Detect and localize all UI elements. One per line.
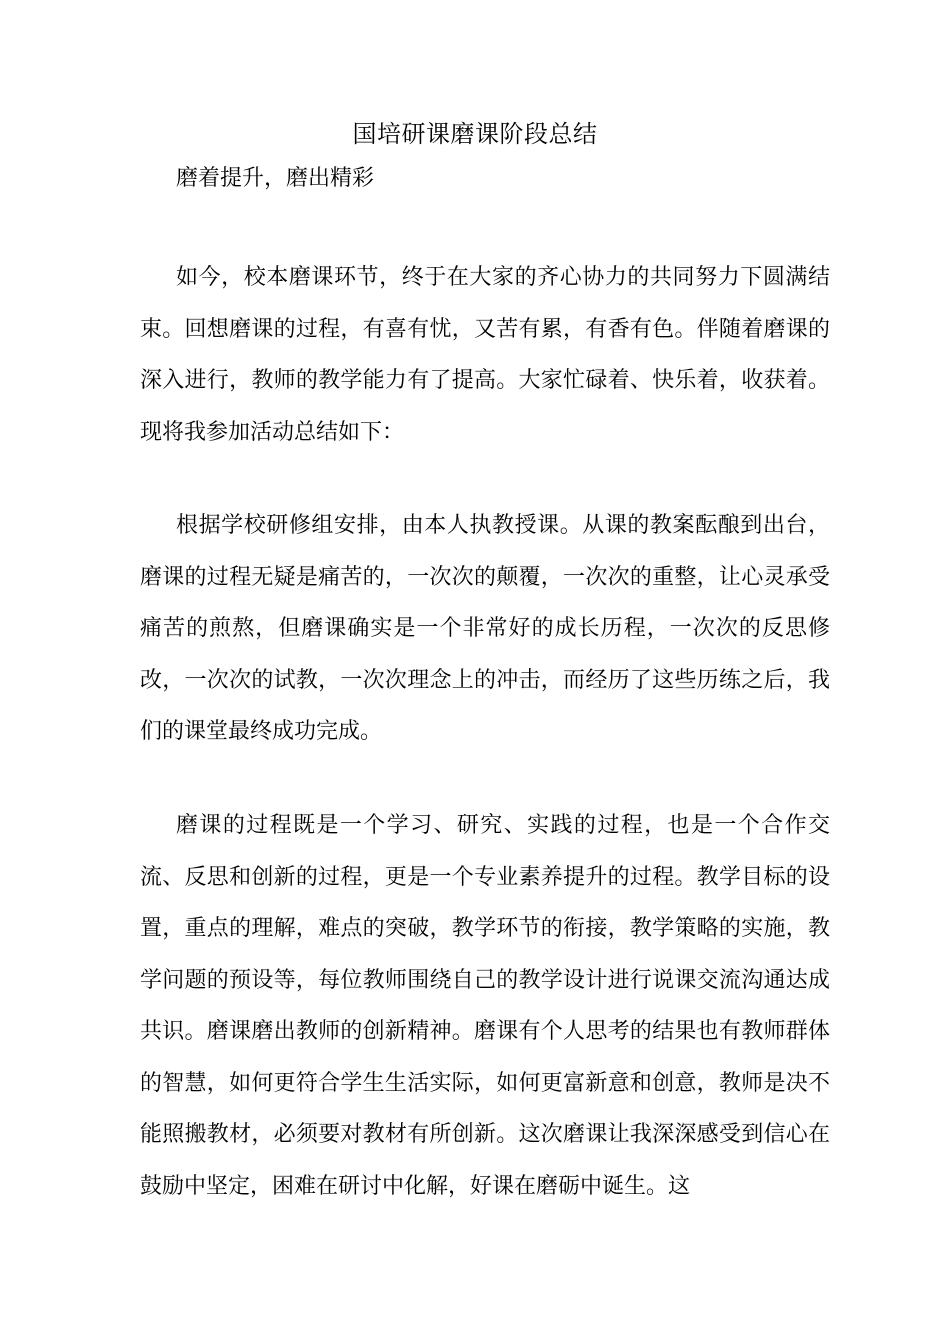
paragraph-2: 根据学校研修组安排，由本人执教授课。从课的教案酝酿到出台，磨课的过程无疑是痛苦的，一次次的颠覆，一次次的重整，让心灵承受痛苦的煎熬，但磨课确实是一个非常好的成长历程，一次次的反思修改，一次次的试教，一次次理念上的冲击，而经历了这些历练之后，我们的课堂最终成功完成。 [140, 513, 830, 744]
paragraph-3: 磨课的过程既是一个学习、研究、实践的过程，也是一个合作交流、反思和创新的过程，更是一个专业素养提升的过程。教学目标的设置，重点的理解，难点的突破，教学环节的衔接，教学策略的实施，教学问题的预设等，每位教师围绕自己的教学设计进行说课交流沟通达成共识。磨课磨出教师的创新精神。磨课有个人思考的结果也有教师群体的智慧，如何更符合学生生活实际，如何更富新意和创意，教师是决不能照搬教材，必须要对教材有所创新。这次磨课让我深深感受到信心在鼓励中坚定，困难在研讨中化解，好课在磨砺中诞生。这 [140, 813, 830, 1199]
document-title: 国培研课磨课阶段总结 [352, 120, 598, 148]
document-subtitle: 磨着提升，磨出精彩 [176, 166, 375, 191]
paragraph-1: 如今，校本磨课环节，终于在大家的齐心协力的共同努力下圆满结束。回想磨课的过程，有喜有忧，又苦有累，有香有色。伴随着磨课的深入进行，教师的教学能力有了提高。大家忙碌着、快乐着，收获着。现将我参加活动总结如下： [140, 265, 830, 445]
